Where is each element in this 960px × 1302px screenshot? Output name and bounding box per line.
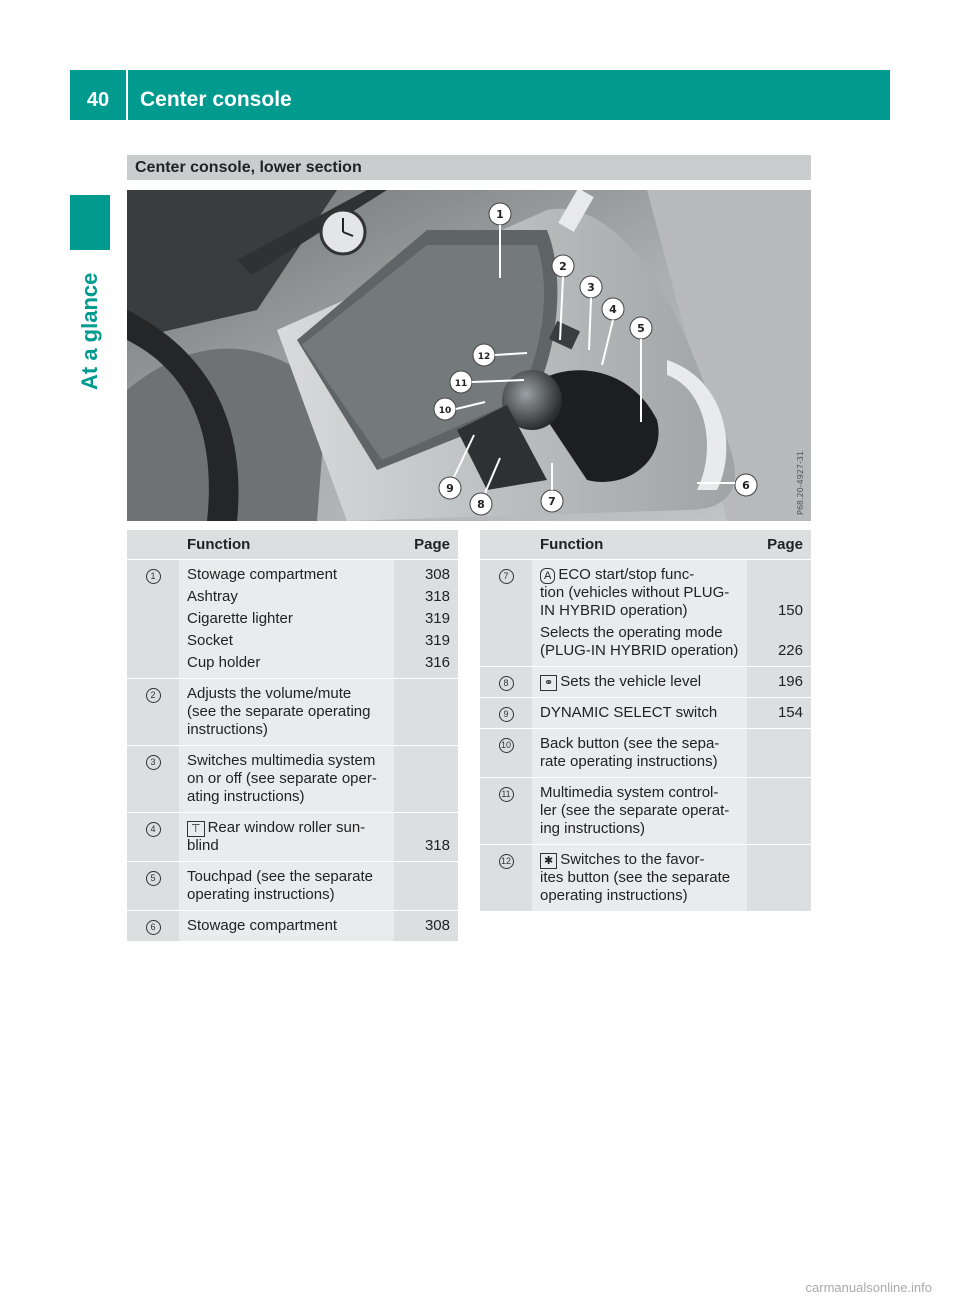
sidebar-marker (70, 195, 110, 250)
row-text: ing instructions) (540, 820, 646, 837)
row-text: Stowage compartment (187, 917, 338, 934)
callout-6: 6 (742, 479, 750, 492)
row-text: tion (vehicles without PLUG- (540, 584, 730, 601)
sidebar-label-text: At a glance (77, 272, 102, 390)
row-text: ites button (see the separate (540, 869, 731, 886)
page-ref: 196 (747, 666, 811, 697)
page-ref: 319 (424, 610, 450, 627)
row-text: Adjusts the volume/mute (187, 685, 352, 702)
row-text: operating instructions) (540, 887, 688, 904)
photo-ref-code: P68.20-4927-31 (796, 450, 805, 515)
callout-4: 4 (609, 303, 617, 316)
page-ref: 319 (424, 632, 450, 649)
col-num-header (480, 530, 532, 559)
col-page-header: Page (394, 530, 458, 559)
table-row (480, 777, 811, 844)
page-ref (747, 844, 811, 911)
callout-11: 11 (454, 379, 468, 389)
table-row (480, 728, 811, 777)
row-text: Sets the vehicle level (560, 673, 702, 690)
page-ref (394, 678, 458, 745)
callout-num: 1 (146, 569, 161, 584)
callout-num: 12 (499, 854, 514, 869)
callout-2: 2 (559, 260, 567, 273)
row-text: Ashtray (187, 588, 238, 605)
page-ref: 154 (747, 697, 811, 728)
row-text: Socket (187, 632, 233, 649)
page-ref (394, 861, 458, 910)
page-ref (747, 728, 811, 777)
callout-num: 9 (499, 707, 514, 722)
page-ref: 308 (424, 566, 450, 583)
row-text: IN HYBRID operation) (540, 602, 688, 619)
row-text: instructions) (187, 721, 268, 738)
favorites-star-icon: ✱ (540, 853, 557, 869)
callout-9: 9 (446, 482, 454, 495)
row-text: blind (187, 837, 219, 854)
col-function-header: Function (179, 530, 394, 559)
center-console-photo (127, 190, 811, 521)
page-ref: 316 (424, 654, 450, 671)
row-text: Cigarette lighter (187, 610, 293, 627)
chapter-title: Center console (140, 88, 292, 111)
row-text: rate operating instructions) (540, 753, 718, 770)
row-text: ler (see the separate operat- (540, 802, 730, 819)
function-table-right (480, 530, 811, 911)
col-num-header (127, 530, 179, 559)
row-text: (PLUG-IN HYBRID operation) (540, 642, 739, 659)
row-text: ECO start/stop func- (558, 566, 695, 583)
row-text: Touchpad (see the separate (187, 868, 373, 885)
callout-num: 3 (146, 755, 161, 770)
section-title: Center console, lower section (127, 155, 811, 180)
table-row (127, 861, 458, 910)
page-ref (394, 745, 458, 812)
page-ref: 226 (777, 642, 803, 659)
row-text: Back button (see the sepa- (540, 735, 720, 752)
callout-8: 8 (477, 498, 485, 511)
table-header (127, 530, 458, 559)
vehicle-level-icon: ⚭ (540, 675, 557, 691)
col-function-header: Function (532, 530, 747, 559)
callout-num: 6 (146, 920, 161, 935)
callout-10: 10 (438, 406, 452, 416)
row-text: (see the separate operating (187, 703, 371, 720)
row-text: Stowage compartment (187, 566, 338, 583)
page-ref: 318 (424, 588, 450, 605)
row-text: Selects the operating mode (540, 624, 723, 641)
page-ref: 150 (777, 602, 803, 619)
row-text: Switches to the favor- (560, 851, 705, 868)
col-page-header: Page (747, 530, 811, 559)
callout-7: 7 (548, 495, 556, 508)
callout-num: 8 (499, 676, 514, 691)
table-row (480, 844, 811, 911)
function-table-left (127, 530, 458, 941)
table-row (127, 678, 458, 745)
callout-12: 12 (477, 352, 491, 362)
row-text: Multimedia system control- (540, 784, 719, 801)
table-row (480, 666, 811, 697)
page-number: 40 (86, 89, 110, 111)
row-text: ating instructions) (187, 788, 305, 805)
row-text: Cup holder (187, 654, 261, 671)
page-ref (747, 777, 811, 844)
page-ref: 308 (394, 910, 458, 941)
row-text: on or off (see separate oper- (187, 770, 377, 787)
table-header (480, 530, 811, 559)
row-text: DYNAMIC SELECT switch (540, 704, 718, 721)
table-row (127, 745, 458, 812)
callout-num: 4 (146, 822, 161, 837)
footer-watermark: carmanualsonline.info (805, 1280, 932, 1295)
callout-5: 5 (637, 322, 645, 335)
table-row (127, 812, 458, 861)
callout-num: 11 (499, 787, 514, 802)
row-text: Rear window roller sun- (207, 819, 366, 836)
console-illustration (127, 190, 811, 521)
callout-3: 3 (587, 281, 595, 294)
callout-num: 7 (499, 569, 514, 584)
callout-num: 10 (499, 738, 514, 753)
rear-blind-icon: ⊤ (187, 821, 205, 837)
callout-1: 1 (496, 208, 504, 221)
table-row (127, 910, 458, 941)
header-divider (126, 70, 128, 120)
table-row (127, 559, 458, 678)
callout-num: 5 (146, 871, 161, 886)
table-row (480, 559, 811, 666)
table-row (480, 697, 811, 728)
eco-start-stop-icon: A (540, 568, 555, 584)
row-text: Switches multimedia system (187, 752, 376, 769)
callout-num: 2 (146, 688, 161, 703)
row-text: operating instructions) (187, 886, 335, 903)
page-ref: 318 (394, 812, 458, 861)
